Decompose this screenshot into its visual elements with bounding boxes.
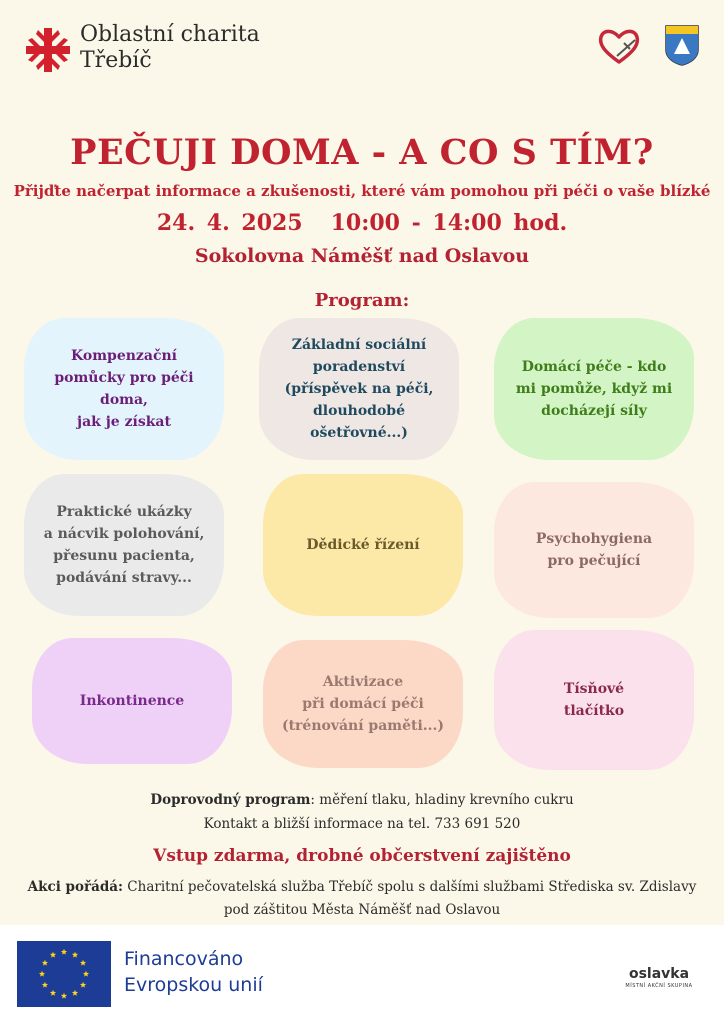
- organizer-text: Charitní pečovatelská služba Třebíč spolu s dalšími službami Střediska sv. Zdislavy: [123, 879, 697, 895]
- program-box: [494, 482, 694, 618]
- oslavka-name: oslavka: [628, 966, 690, 982]
- page-title: PEČUJI DOMA - A CO S TÍM?: [70, 132, 654, 173]
- organization-name: [80, 22, 260, 74]
- program-heading: Program:: [314, 290, 410, 311]
- caritas-cross-icon: [24, 26, 72, 74]
- program-box: [32, 638, 232, 764]
- program-box: [494, 630, 694, 770]
- organizer-label: Akci pořádá:: [27, 879, 124, 895]
- program-box: [263, 474, 463, 616]
- event-venue: Sokolovna Náměšť nad Oslavou: [194, 245, 530, 267]
- program-box-text: Kompenzační pomůcky pro péči doma, jak je získat: [54, 348, 194, 430]
- program-box: [494, 318, 694, 460]
- program-box-text: Domácí péče - kdo mi pomůže, když mi docházejí síly: [515, 359, 673, 419]
- accompanying-program: [0, 792, 724, 808]
- subtitle: Přijďte načerpat informace a zkušenosti, které vám pomohou při péči o vaše blízké: [13, 182, 711, 200]
- entry-info: Vstup zdarma, drobné občerstvení zajištěno: [153, 846, 571, 866]
- program-box-text: Aktivizace při domácí péči (trénování paměti...): [281, 674, 445, 734]
- org-name-line1: Oblastní charita: [80, 22, 260, 47]
- program-box: [263, 640, 463, 768]
- program-box: [259, 318, 459, 460]
- patronage-info: pod záštitou Města Náměšť nad Oslavou: [223, 902, 501, 918]
- eu-flag-icon: [17, 941, 111, 1007]
- eu-funding-line1: Financováno: [124, 948, 244, 970]
- event-datetime: [0, 210, 724, 236]
- heart-cross-icon: [597, 26, 641, 66]
- oslavka-logo: [614, 966, 704, 989]
- org-name-line2: Třebíč: [80, 48, 152, 73]
- program-box-text: Praktické ukázky a nácvik polohování, přesunu pacienta, podávání stravy...: [43, 504, 205, 586]
- eu-funding-line2: Evropskou unií: [124, 974, 263, 996]
- program-box-text: Dědické řízení: [306, 537, 420, 553]
- oslavka-tagline: MÍSTNÍ AKČNÍ SKUPINA: [625, 983, 693, 989]
- coat-of-arms-icon: [664, 24, 700, 66]
- event-time: 10:00 - 14:00 hod.: [330, 210, 568, 236]
- program-box-text: Základní sociální poradenství (příspěvek na péči, dlouhodobé ošetřovné...): [284, 337, 434, 441]
- program-box: [24, 318, 224, 460]
- event-date: 24. 4. 2025: [156, 210, 303, 236]
- program-box-text: Psychohygiena pro pečující: [535, 531, 653, 569]
- accompanying-label: Doprovodný program: [150, 792, 311, 808]
- organizer-info: [0, 879, 724, 895]
- accompanying-text: : měření tlaku, hladiny krevního cukru: [310, 792, 574, 808]
- program-box-text: Tísňové tlačítko: [563, 681, 625, 719]
- contact-info: Kontakt a bližší informace na tel. 733 691 520: [203, 816, 521, 832]
- program-box: [24, 474, 224, 616]
- program-box-text: Inkontinence: [79, 693, 185, 709]
- eu-funding-text: [124, 946, 263, 998]
